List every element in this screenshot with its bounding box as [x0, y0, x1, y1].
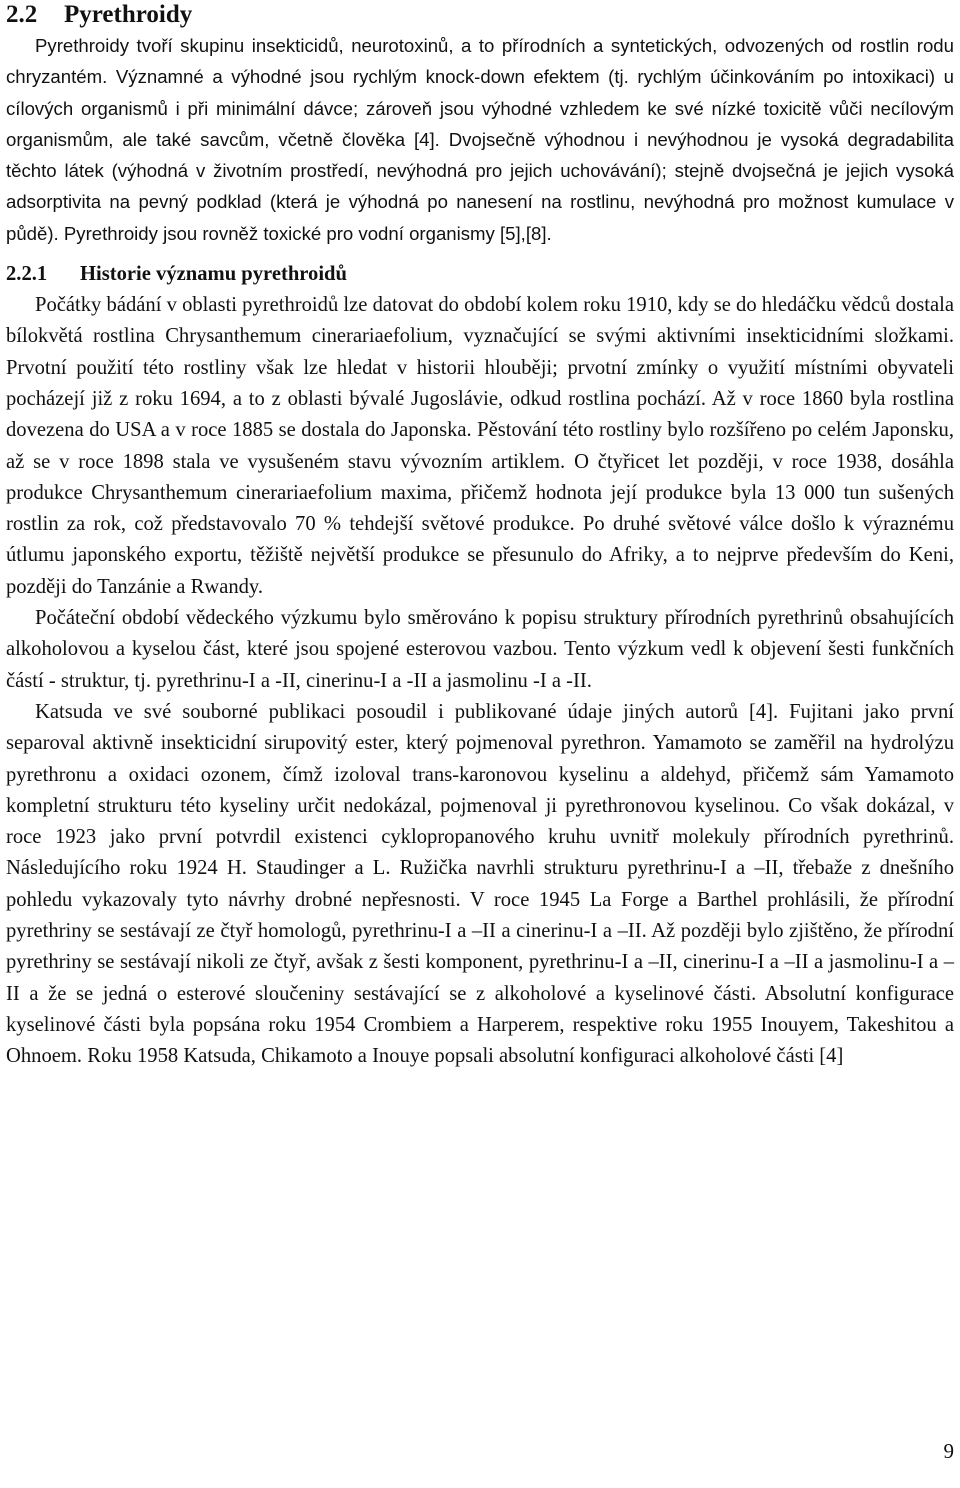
subsection-title: Historie významu pyrethroidů [80, 263, 347, 286]
subsection-heading [6, 259, 954, 290]
paragraph-history-2: Počáteční období vědeckého výzkumu bylo směrováno k popisu struktury přírodních pyrethrinů obsahujících alkoholovou a kyselou část, které jsou spojené esterovou vazbou. Tento výzkum vedl k objevení šesti funkčních částí - struktur, tj. pyrethrinu-I a -II, cinerinu-I a -II a jasmolinu -I a -II. [6, 607, 954, 692]
page-number: 9 [943, 1439, 954, 1463]
paragraph-intro: Pyrethroidy tvoří skupinu insekticidů, neurotoxinů, a to přírodních a syntetických, odvozených od rostlin rodu chryzantém. Významné a výhodné jsou rychlým knock-down efektem (tj. rychlým účinkováním po intoxikaci) u cílových organismů i při minimální dávce; zároveň jsou výhodné vzhledem ke své nízké toxicitě vůči necílovým organismům, ale také savcům, včetně člověka [4]. Dvojsečně výhodnou i nevýhodnou je vysoká degradabilita těchto látek (výhodná v životním prostředí, nevýhodná pro jejich uchovávání); stejně dvojsečná je jejich vysoká adsorptivita na pevný podklad (která je výhodná po nanesení na rostlinu, nevýhodná pro možnost kumulace v půdě). Pyrethroidy jsou rovněž toxické pro vodní organismy [5],[8]. [6, 35, 954, 244]
paragraph-history-1: Počátky bádání v oblasti pyrethroidů lze datovat do období kolem roku 1910, kdy se do hledáčku vědců dostala bílokvětá rostlina Chrysanthemum cinerariaefolium, vyznačující se svými aktivními insekticidními složkami. Prvotní použití této rostliny však lze hledat v historii hlouběji; prvotní zmínky o využití místními obyvateli pocházejí již z roku 1694, a to z oblasti bývalé Jugoslávie, odkud rostlina pochází. Až v roce 1860 byla rostlina dovezena do USA a v roce 1885 se dostala do Japonska. Pěstování této rostliny bylo rozšířeno po celém Japonsku, až se v roce 1898 stala ve vysušeném stavu vývozním artiklem. O čtyřicet let později, v roce 1938, dosáhla produkce Chrysanthemum cinerariaefolium maxima, přičemž hodnota její produkce byla 13 000 tun sušených rostlin za rok, což představovalo 70 % tehdejší světové produkce. Po druhé světové válce došlo k výraznému útlumu japonského exportu, těžiště největší produkce se přesunulo do Afriky, a to nejprve především do Keni, později do Tanzánie a Rwandy. [6, 294, 954, 598]
section-number: 2.2 [6, 1, 38, 28]
section-title: Pyrethroidy [64, 1, 193, 28]
paragraph-history-3: Katsuda ve své souborné publikaci posoudil i publikované údaje jiných autorů [4]. Fujitani jako první separoval aktivně insekticidní sirupovitý ester, který pojmenoval pyrethron. Yamamoto se zaměřil na hydrolýzu pyrethronu a oxidaci ozonem, čímž izoloval trans-karonovou kyselinu a aldehyd, přičemž sám Yamamoto kompletní strukturu této kyseliny určit nedokázal, pojmenoval ji pyrethronovou kyselinou. Co však dokázal, v roce 1923 jako první potvrdil existenci cyklopropanového kruhu uvnitř molekuly přírodních pyrethrinů. Následujícího roku 1924 H. Staudinger a L. Ružička navrhli strukturu pyrethrinu-I a –II, třebaže z dnešního pohledu vykazovaly tyto návrhy drobné nepřesnosti. V roce 1945 La Forge a Barthel prohlásili, že přírodní pyrethriny se sestávají ze čtyř homologů, pyrethrinu-I a –II a cinerinu-I a –II. Až později bylo zjištěno, že přírodní pyrethriny se sestávají nikoli ze čtyř, avšak z šesti komponent, pyrethrinu-I a –II, cinerinu-I a –II a jasmolinu-I a –II a že se jedná o esterové sloučeniny sestávající se z alkoholové a kyselinové části. Absolutní konfigurace kyselinové části byla popsána roku 1954 Crombiem a Harperem, respektive roku 1955 Inouyem, Takeshitou a Ohnoem. Roku 1958 Katsuda, Chikamoto a Inouye popsali absolutní konfiguraci alkoholové části [4] [6, 700, 954, 1068]
document-page [6, 0, 954, 1073]
subsection-number: 2.2.1 [6, 263, 48, 286]
section-heading [6, 0, 954, 30]
